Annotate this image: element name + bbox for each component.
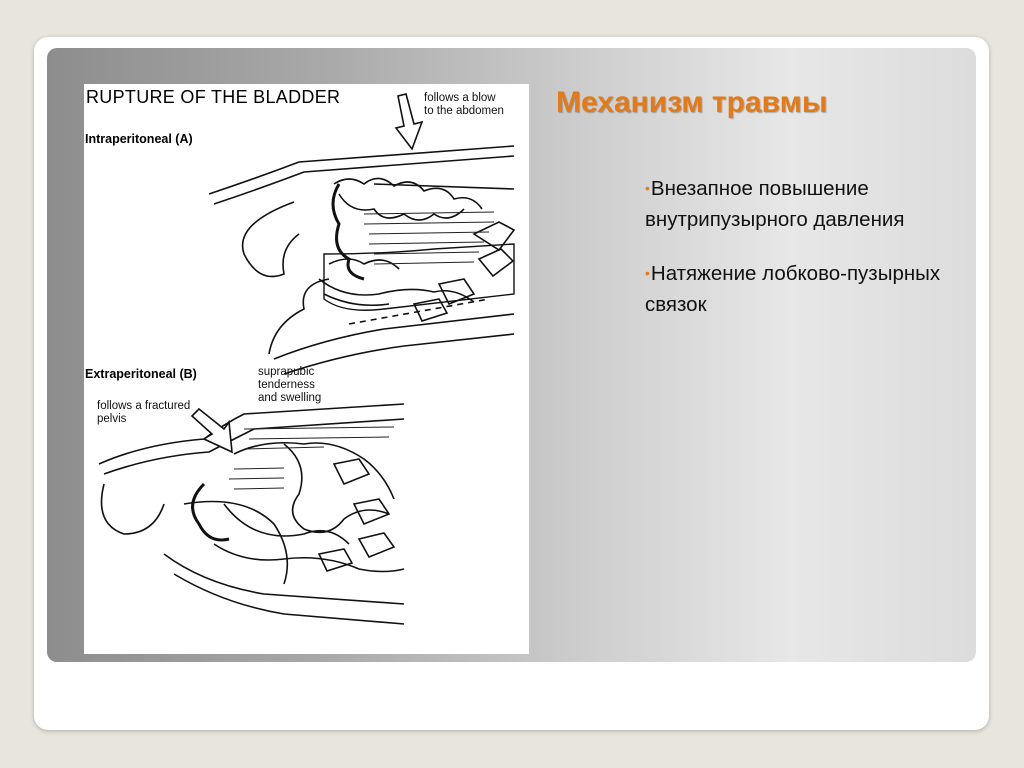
bullet-list xyxy=(645,174,945,344)
bullet-item: •Натяжение лобково-пузырных связок xyxy=(645,262,941,316)
figure-title: RUPTURE OF THE BLADDER xyxy=(86,87,341,107)
note-fractured-pelvis: follows a fractured pelvis xyxy=(97,400,191,425)
panel-a-fluid xyxy=(364,212,494,264)
arrow-a-icon xyxy=(396,94,422,149)
panel-b-fluid xyxy=(229,427,394,489)
arrow-b-icon xyxy=(192,409,232,452)
bladder-rupture-figure xyxy=(84,84,529,654)
note-suprapubic-tenderness: suprapubic tenderness and swelling xyxy=(258,366,322,404)
note-blow-to-abdomen: follows a blow to the abdomen xyxy=(424,92,504,117)
slide-title: Механизм травмы xyxy=(556,86,828,119)
panel-a-drawing xyxy=(209,146,514,374)
bullet-icon: • xyxy=(645,265,650,281)
bullet-item: •Внезапное повышение внутрипузырного давления xyxy=(645,177,905,231)
label-extraperitoneal: Extraperitoneal (B) xyxy=(85,367,197,381)
label-intraperitoneal: Intraperitoneal (A) xyxy=(85,132,193,146)
bullet-icon: • xyxy=(645,180,650,196)
